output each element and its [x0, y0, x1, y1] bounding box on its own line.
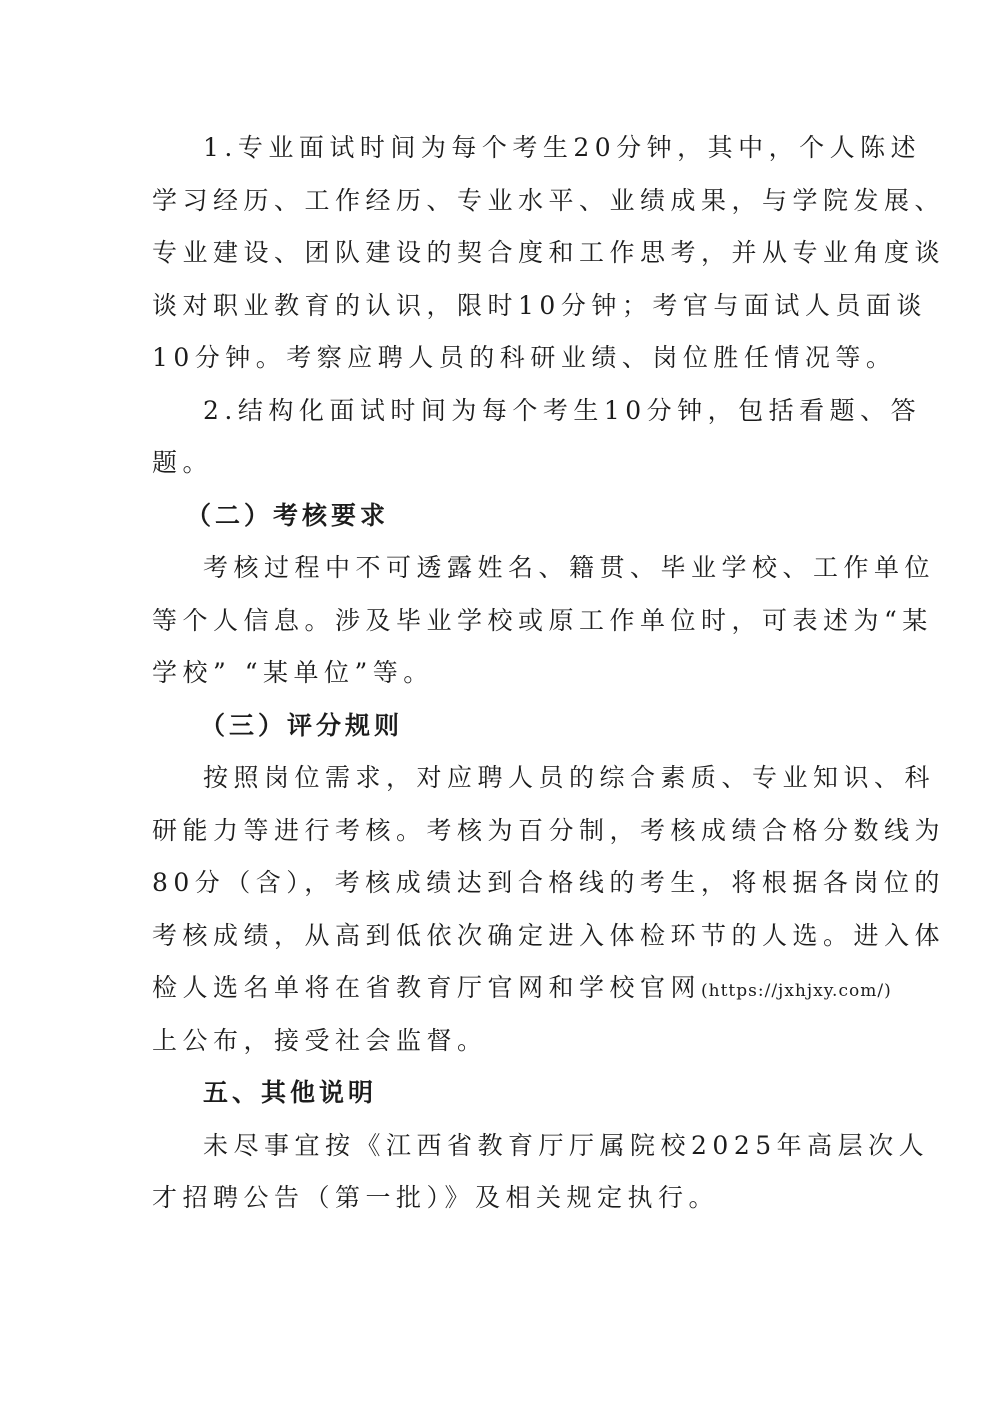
- paragraph-line: 上公布，接受社会监督。: [152, 1026, 488, 1055]
- section-heading-scoring: （三）评分规则: [200, 711, 404, 740]
- paragraph-line: 才招聘公告（第一批）》及相关规定执行。: [152, 1183, 720, 1212]
- paragraph-line: 考核成绩，从高到低依次确定进入体检环节的人选。进入体: [152, 921, 946, 950]
- paragraph-line: 等个人信息。涉及毕业学校或原工作单位时，可表述为“某: [152, 606, 933, 635]
- paragraph-line: 1.专业面试时间为每个考生20分钟，其中，个人陈述: [203, 133, 922, 162]
- paragraph-line: 谈对职业教育的认识，限时10分钟；考官与面试人员面谈: [152, 291, 927, 320]
- paragraph-line: 未尽事宜按《江西省教育厅厅属院校2025年高层次人: [203, 1131, 930, 1160]
- paragraph-line: 学校” “某单位”等。: [152, 658, 434, 687]
- section-heading-requirements: （二）考核要求: [186, 501, 390, 530]
- paragraph-line: 题。: [152, 448, 214, 477]
- paragraph-line: 80分（含），考核成绩达到合格线的考生，将根据各岗位的: [152, 868, 945, 897]
- paragraph-line: 专业建设、团队建设的契合度和工作思考，并从专业角度谈: [152, 238, 946, 267]
- paragraph-line: 2.结构化面试时间为每个考生10分钟，包括看题、答: [203, 396, 922, 425]
- paragraph-line: 学习经历、工作经历、专业水平、业绩成果，与学院发展、: [152, 186, 946, 215]
- paragraph-line: [152, 970, 892, 1009]
- section-heading-other: 五、其他说明: [203, 1078, 378, 1107]
- school-website-url: (https://jxhjxy.com/): [701, 981, 892, 1001]
- paragraph-line: 10分钟。考察应聘人员的科研业绩、岗位胜任情况等。: [152, 343, 897, 372]
- paragraph-line: 考核过程中不可透露姓名、籍贯、毕业学校、工作单位: [203, 553, 936, 582]
- paragraph-text: 检人选名单将在省教育厅官网和学校官网: [152, 973, 702, 1002]
- paragraph-line: 按照岗位需求，对应聘人员的综合素质、专业知识、科: [203, 763, 936, 792]
- paragraph-line: 研能力等进行考核。考核为百分制，考核成绩合格分数线为: [152, 816, 946, 845]
